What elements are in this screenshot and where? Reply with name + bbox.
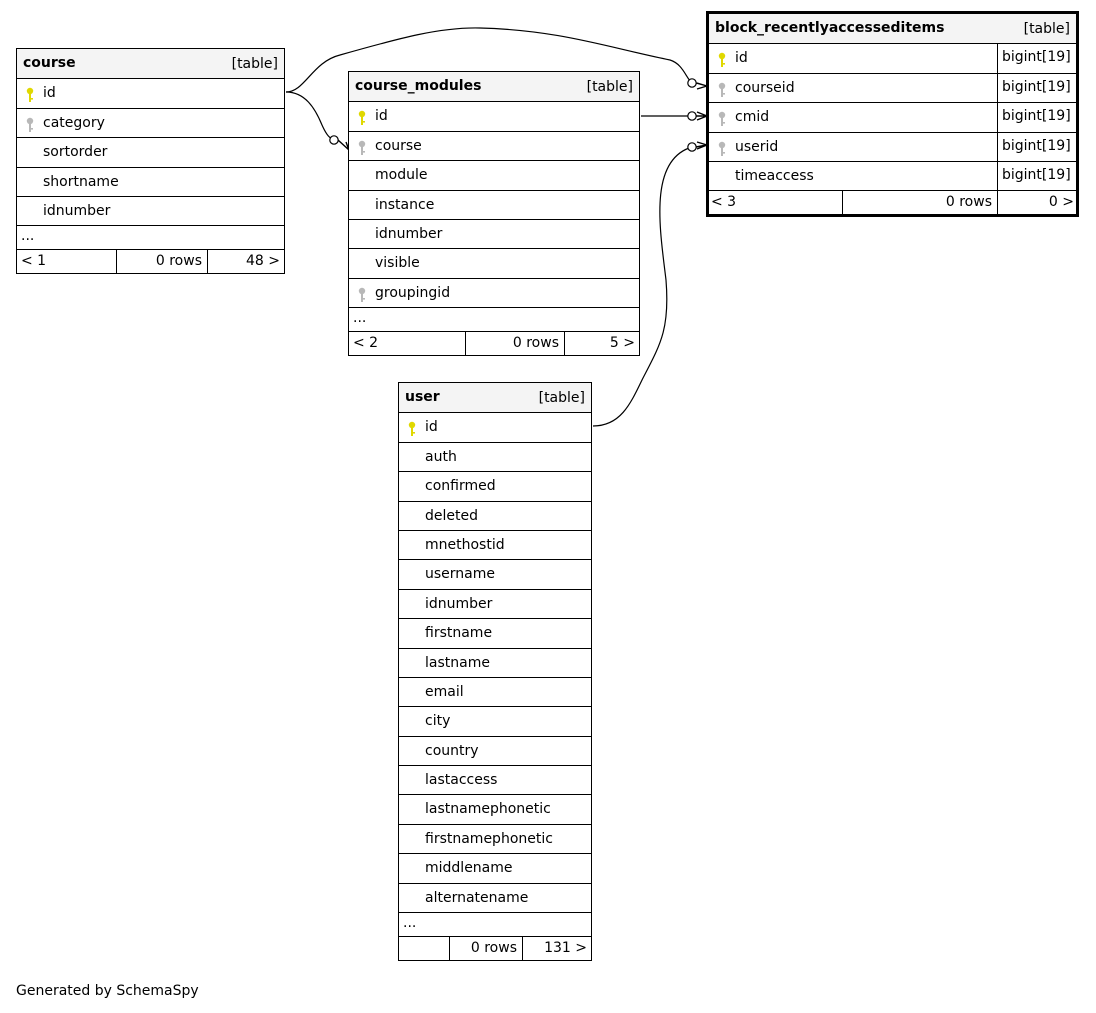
column-name: lastnamephonetic <box>425 801 551 818</box>
parents-link[interactable]: < 1 <box>21 253 47 270</box>
column-row[interactable] <box>399 442 591 471</box>
column-row[interactable] <box>17 196 284 225</box>
column-row[interactable] <box>399 706 591 735</box>
column-row[interactable] <box>399 824 591 853</box>
column-name: groupingid <box>375 284 451 301</box>
column-row[interactable] <box>709 102 1076 131</box>
primary-key-icon <box>407 419 417 435</box>
foreign-key-icon <box>357 138 367 154</box>
table-course[interactable] <box>16 48 285 274</box>
column-row[interactable] <box>399 765 591 794</box>
column-row[interactable] <box>399 559 591 588</box>
column-name: confirmed <box>425 478 496 495</box>
column-name: module <box>375 167 428 184</box>
column-row[interactable] <box>399 471 591 500</box>
row-count: 0 rows <box>449 937 522 960</box>
column-row[interactable] <box>349 101 639 130</box>
optional-circle-icon <box>688 79 696 87</box>
column-name: firstname <box>425 625 493 642</box>
column-name: lastaccess <box>425 772 498 789</box>
column-row[interactable] <box>399 589 591 618</box>
column-name: id <box>375 108 388 125</box>
column-name: id <box>735 50 748 67</box>
column-name: timeaccess <box>735 167 814 184</box>
table-course-modules[interactable] <box>348 71 640 356</box>
column-name: lastname <box>425 654 490 671</box>
column-name: idnumber <box>375 225 443 242</box>
optional-circle-icon <box>330 136 338 144</box>
children-link[interactable]: 48 > <box>207 250 285 273</box>
children-link[interactable]: 0 > <box>997 191 1079 214</box>
column-row[interactable] <box>17 137 284 166</box>
column-row[interactable] <box>399 853 591 882</box>
column-row[interactable] <box>709 73 1076 102</box>
row-count: 0 rows <box>116 250 207 273</box>
foreign-key-icon <box>717 109 727 125</box>
table-header[interactable] <box>399 383 591 412</box>
row-count: 0 rows <box>842 191 997 214</box>
column-datatype: bigint[19] <box>997 132 1076 161</box>
table-header[interactable] <box>349 72 639 101</box>
children-link[interactable]: 131 > <box>522 937 592 960</box>
column-row[interactable] <box>349 278 639 307</box>
column-datatype: bigint[19] <box>997 73 1076 102</box>
column-row[interactable] <box>17 78 284 107</box>
column-name: alternatename <box>425 889 529 906</box>
row-count: 0 rows <box>465 332 564 355</box>
column-row[interactable] <box>399 412 591 441</box>
column-row[interactable] <box>709 43 1076 72</box>
column-row[interactable] <box>349 131 639 160</box>
column-name: cmid <box>735 109 770 126</box>
column-name: idnumber <box>425 595 493 612</box>
relationship-course-id-to-course-modules-course <box>286 92 349 150</box>
column-name: userid <box>735 138 779 155</box>
more-columns-indicator[interactable]: ... <box>17 225 284 249</box>
column-name: shortname <box>43 173 119 190</box>
parents-link[interactable]: < 3 <box>711 194 737 211</box>
column-name: instance <box>375 196 435 213</box>
column-name: middlename <box>425 860 513 877</box>
primary-key-icon <box>25 85 35 101</box>
table-type-label: [table] <box>231 56 278 72</box>
relationship-course-modules-id-to-block-recentlyaccesseditems-cmid <box>641 112 707 120</box>
column-row[interactable] <box>399 648 591 677</box>
column-name: username <box>425 566 495 583</box>
optional-circle-icon <box>688 112 696 120</box>
column-name: sortorder <box>43 144 108 161</box>
table-footer <box>349 331 639 355</box>
column-name: firstnamephonetic <box>425 830 553 847</box>
column-datatype: bigint[19] <box>997 102 1076 131</box>
table-name[interactable]: course <box>23 55 76 71</box>
column-row[interactable] <box>399 883 591 912</box>
column-datatype: bigint[19] <box>997 43 1076 72</box>
column-row[interactable] <box>709 132 1076 161</box>
table-header[interactable] <box>17 49 284 78</box>
column-row[interactable] <box>399 618 591 647</box>
relationship-line <box>286 92 336 140</box>
column-name: visible <box>375 255 420 272</box>
table-footer <box>17 249 284 273</box>
column-name: auth <box>425 448 457 465</box>
table-header[interactable] <box>709 14 1076 43</box>
column-name: category <box>43 114 105 131</box>
column-row[interactable] <box>399 736 591 765</box>
column-name: id <box>43 85 56 102</box>
column-row[interactable] <box>399 530 591 559</box>
column-row[interactable] <box>349 190 639 219</box>
table-user[interactable] <box>398 382 592 961</box>
column-name: email <box>425 683 464 700</box>
foreign-key-icon <box>717 80 727 96</box>
column-name: city <box>425 713 451 730</box>
table-name[interactable]: user <box>405 389 440 405</box>
children-link[interactable]: 5 > <box>564 332 640 355</box>
table-type-label: [table] <box>586 79 633 95</box>
column-row[interactable] <box>17 167 284 196</box>
generated-by-credit: Generated by SchemaSpy <box>16 983 199 999</box>
column-name: mnethostid <box>425 536 505 553</box>
column-row[interactable] <box>399 677 591 706</box>
table-footer <box>399 936 591 960</box>
table-block-recentlyaccesseditems[interactable] <box>706 11 1079 217</box>
more-columns-indicator[interactable]: ... <box>349 307 639 331</box>
primary-key-icon <box>717 50 727 66</box>
column-datatype: bigint[19] <box>997 161 1076 190</box>
column-row[interactable] <box>349 219 639 248</box>
table-name[interactable]: course_modules <box>355 78 482 94</box>
table-type-label: [table] <box>538 390 585 406</box>
column-row[interactable] <box>399 794 591 823</box>
table-footer <box>709 190 1076 214</box>
parents-link[interactable] <box>398 937 449 960</box>
parents-link[interactable]: < 2 <box>353 335 379 352</box>
foreign-key-icon <box>25 115 35 131</box>
column-name: idnumber <box>43 202 111 219</box>
optional-circle-icon <box>688 143 696 151</box>
foreign-key-icon <box>357 285 367 301</box>
column-row[interactable] <box>349 248 639 277</box>
table-name[interactable]: block_recentlyaccesseditems <box>715 20 945 36</box>
column-name: id <box>425 419 438 436</box>
column-name: country <box>425 742 479 759</box>
table-type-label: [table] <box>1023 21 1070 37</box>
column-name: deleted <box>425 507 478 524</box>
column-row[interactable] <box>349 160 639 189</box>
more-columns-indicator[interactable]: ... <box>399 912 591 936</box>
column-name: courseid <box>735 79 795 96</box>
column-row[interactable] <box>17 108 284 137</box>
primary-key-icon <box>357 108 367 124</box>
column-row[interactable] <box>709 161 1076 190</box>
foreign-key-icon <box>717 139 727 155</box>
column-row[interactable] <box>399 501 591 530</box>
column-name: course <box>375 137 422 154</box>
